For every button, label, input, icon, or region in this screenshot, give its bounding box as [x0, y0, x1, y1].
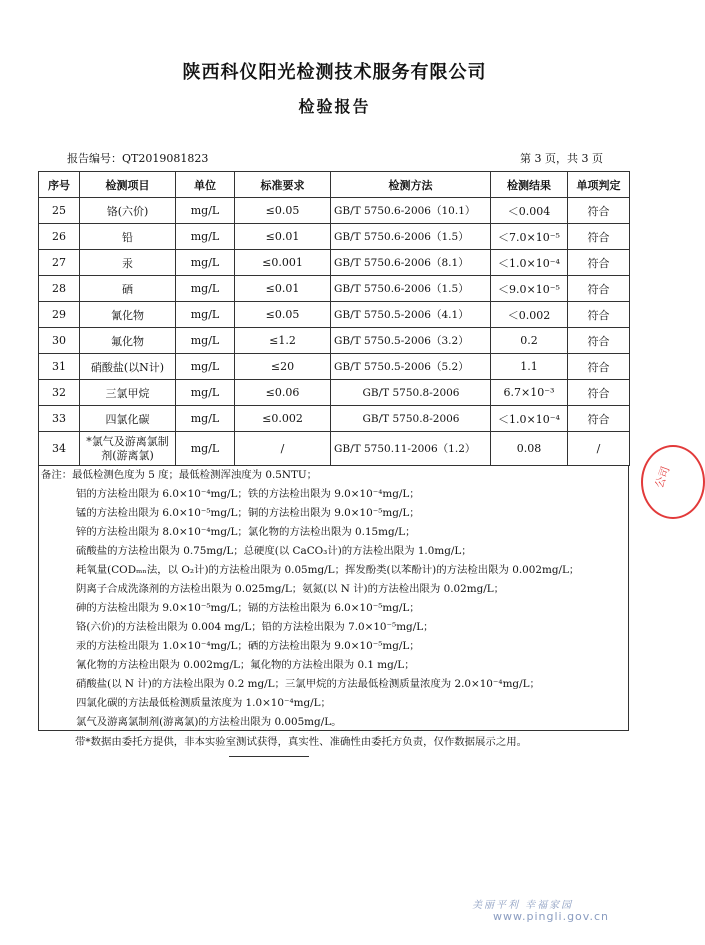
cell-requirement: ≤0.06 [235, 380, 331, 406]
cell-unit: mg/L [176, 328, 235, 354]
seal-text: 公司 [652, 464, 673, 490]
cell-item: 氟化物 [80, 328, 176, 354]
cell-requirement: ≤20 [235, 354, 331, 380]
cell-item: 硒 [80, 276, 176, 302]
table-row [39, 302, 630, 328]
cell-no: 31 [39, 354, 80, 380]
table-row [39, 406, 630, 432]
cell-unit: mg/L [176, 406, 235, 432]
cell-result: ＜0.004 [491, 198, 568, 224]
remarks-box [38, 466, 629, 731]
cell-method: GB/T 5750.5-2006（3.2） [331, 328, 491, 354]
remark-line: 锰的方法检出限为 6.0×10⁻⁵mg/L；铜的方法检出限为 9.0×10⁻⁵mg/L； [76, 507, 420, 519]
table-row [39, 224, 630, 250]
cell-result: ＜1.0×10⁻⁴ [491, 406, 568, 432]
cell-unit: mg/L [176, 224, 235, 250]
cell-method: GB/T 5750.6-2006（1.5） [331, 276, 491, 302]
cell-requirement: ≤0.001 [235, 250, 331, 276]
header-judgement: 单项判定 [568, 172, 630, 198]
cell-result: 1.1 [491, 354, 568, 380]
table-row [39, 276, 630, 302]
remark-line: 四氯化碳的方法最低检测质量浓度为 1.0×10⁻⁴mg/L； [76, 697, 331, 709]
header-item: 检测项目 [80, 172, 176, 198]
cell-judgement: 符合 [568, 276, 630, 302]
cell-item: 硝酸盐(以N计) [80, 354, 176, 380]
cell-unit: mg/L [176, 302, 235, 328]
cell-judgement: 符合 [568, 302, 630, 328]
remark-line: 铝的方法检出限为 6.0×10⁻⁴mg/L；铁的方法检出限为 9.0×10⁻⁴mg/L； [76, 488, 420, 500]
cell-result: 0.08 [491, 432, 568, 466]
table-row [39, 432, 630, 466]
cell-item [80, 432, 176, 466]
cell-requirement: ≤0.01 [235, 224, 331, 250]
cell-judgement: 符合 [568, 328, 630, 354]
cell-method: GB/T 5750.6-2006（8.1） [331, 250, 491, 276]
cell-unit: mg/L [176, 432, 235, 466]
cell-unit: mg/L [176, 354, 235, 380]
cell-unit: mg/L [176, 380, 235, 406]
table-row [39, 380, 630, 406]
cell-no: 26 [39, 224, 80, 250]
remark-line: 耗氧量(CODₘₙ法，以 O₂计)的方法检出限为 0.05mg/L；挥发酚类(以苯酚计)的方法检出限为 0.002mg/L； [76, 564, 580, 576]
official-seal [641, 445, 705, 519]
cell-method: GB/T 5750.11-2006（1.2） [331, 432, 491, 466]
cell-result: 6.7×10⁻³ [491, 380, 568, 406]
cell-judgement: 符合 [568, 224, 630, 250]
header-no: 序号 [39, 172, 80, 198]
cell-requirement: ≤0.05 [235, 302, 331, 328]
cell-item: 三氯甲烷 [80, 380, 176, 406]
cell-requirement: ≤0.01 [235, 276, 331, 302]
cell-requirement: ≤1.2 [235, 328, 331, 354]
header-unit: 单位 [176, 172, 235, 198]
remark-line: 氯气及游离氯制剂(游离氯)的方法检出限为 0.005mg/L。 [76, 716, 342, 728]
cell-method: GB/T 5750.5-2006（4.1） [331, 302, 491, 328]
cell-result: ＜9.0×10⁻⁵ [491, 276, 568, 302]
remark-line: 汞的方法检出限为 1.0×10⁻⁴mg/L；硒的方法检出限为 9.0×10⁻⁵mg/L； [76, 640, 420, 652]
cell-no: 29 [39, 302, 80, 328]
cell-result: ＜0.002 [491, 302, 568, 328]
remark-line: 铬(六价)的方法检出限为 0.004 mg/L；铅的方法检出限为 7.0×10⁻⁵mg/L； [76, 621, 434, 633]
cell-judgement: 符合 [568, 250, 630, 276]
remark-line: 砷的方法检出限为 9.0×10⁻⁵mg/L；镉的方法检出限为 6.0×10⁻⁵mg/L； [76, 602, 420, 614]
cell-method: GB/T 5750.8-2006 [331, 380, 491, 406]
header-method: 检测方法 [331, 172, 491, 198]
report-title: 检验报告 [298, 97, 371, 116]
company-name: 陕西科仪阳光检测技术服务有限公司 [182, 62, 487, 83]
cell-unit: mg/L [176, 276, 235, 302]
remark-line: 锌的方法检出限为 8.0×10⁻⁴mg/L；氯化物的方法检出限为 0.15mg/L； [76, 526, 416, 538]
cell-requirement: ≤0.002 [235, 406, 331, 432]
cell-item: 氰化物 [80, 302, 176, 328]
cell-method: GB/T 5750.6-2006（1.5） [331, 224, 491, 250]
cell-item: 四氯化碳 [80, 406, 176, 432]
cell-requirement: ≤0.05 [235, 198, 331, 224]
cell-judgement: 符合 [568, 380, 630, 406]
disclaimer-line: 带*数据由委托方提供，非本实验室测试获得，真实性、准确性由委托方负责，仅作数据展示之用。 [75, 736, 527, 748]
table-row [39, 354, 630, 380]
cell-no: 25 [39, 198, 80, 224]
header-requirement: 标准要求 [235, 172, 331, 198]
results-table [38, 171, 630, 466]
cell-method: GB/T 5750.8-2006 [331, 406, 491, 432]
table-header-row [39, 172, 630, 198]
cell-no: 34 [39, 432, 80, 466]
cell-method: GB/T 5750.6-2006（10.1） [331, 198, 491, 224]
table-row [39, 328, 630, 354]
remark-line: 硝酸盐(以 N 计)的方法检出限为 0.2 mg/L；三氯甲烷的方法最低检测质量浓度为 2.0×10⁻⁴mg/L； [76, 678, 540, 690]
cell-no: 28 [39, 276, 80, 302]
cell-item: 铅 [80, 224, 176, 250]
cell-no: 30 [39, 328, 80, 354]
cell-unit: mg/L [176, 198, 235, 224]
remark-line: 氰化物的方法检出限为 0.002mg/L；氟化物的方法检出限为 0.1 mg/L； [76, 659, 415, 671]
cell-result: ＜1.0×10⁻⁴ [491, 250, 568, 276]
remark-line: 阴离子合成洗涤剂的方法检出限为 0.025mg/L；氨氮(以 N 计)的方法检出限为 0.02mg/L； [76, 583, 505, 595]
remark-line: 备注：最低检测色度为 5 度；最低检测浑浊度为 0.5NTU； [41, 469, 318, 481]
table-row [39, 250, 630, 276]
remark-line: 硫酸盐的方法检出限为 0.75mg/L；总硬度(以 CaCO₃计)的方法检出限为 1.0mg/L； [76, 545, 472, 557]
cell-result: ＜7.0×10⁻⁵ [491, 224, 568, 250]
divider-line [229, 756, 309, 757]
cell-judgement: 符合 [568, 354, 630, 380]
watermark-slogan: 美丽平利 幸福家园 [472, 900, 574, 911]
table-row [39, 198, 630, 224]
cell-method: GB/T 5750.5-2006（5.2） [331, 354, 491, 380]
cell-no: 33 [39, 406, 80, 432]
cell-judgement: / [568, 432, 630, 466]
cell-judgement: 符合 [568, 406, 630, 432]
cell-item: 汞 [80, 250, 176, 276]
cell-unit: mg/L [176, 250, 235, 276]
cell-no: 27 [39, 250, 80, 276]
cell-no: 32 [39, 380, 80, 406]
cell-result: 0.2 [491, 328, 568, 354]
page-info: 第 3 页，共 3 页 [520, 152, 603, 165]
header-result: 检测结果 [491, 172, 568, 198]
cell-item: 铬(六价) [80, 198, 176, 224]
cell-item-text: *氯气及游离氯制剂(游离氯) [86, 434, 169, 462]
cell-requirement: / [235, 432, 331, 466]
report-number: 报告编号：QT2019081823 [67, 152, 209, 165]
cell-judgement: 符合 [568, 198, 630, 224]
watermark-url: www.pingli.gov.cn [493, 910, 609, 923]
